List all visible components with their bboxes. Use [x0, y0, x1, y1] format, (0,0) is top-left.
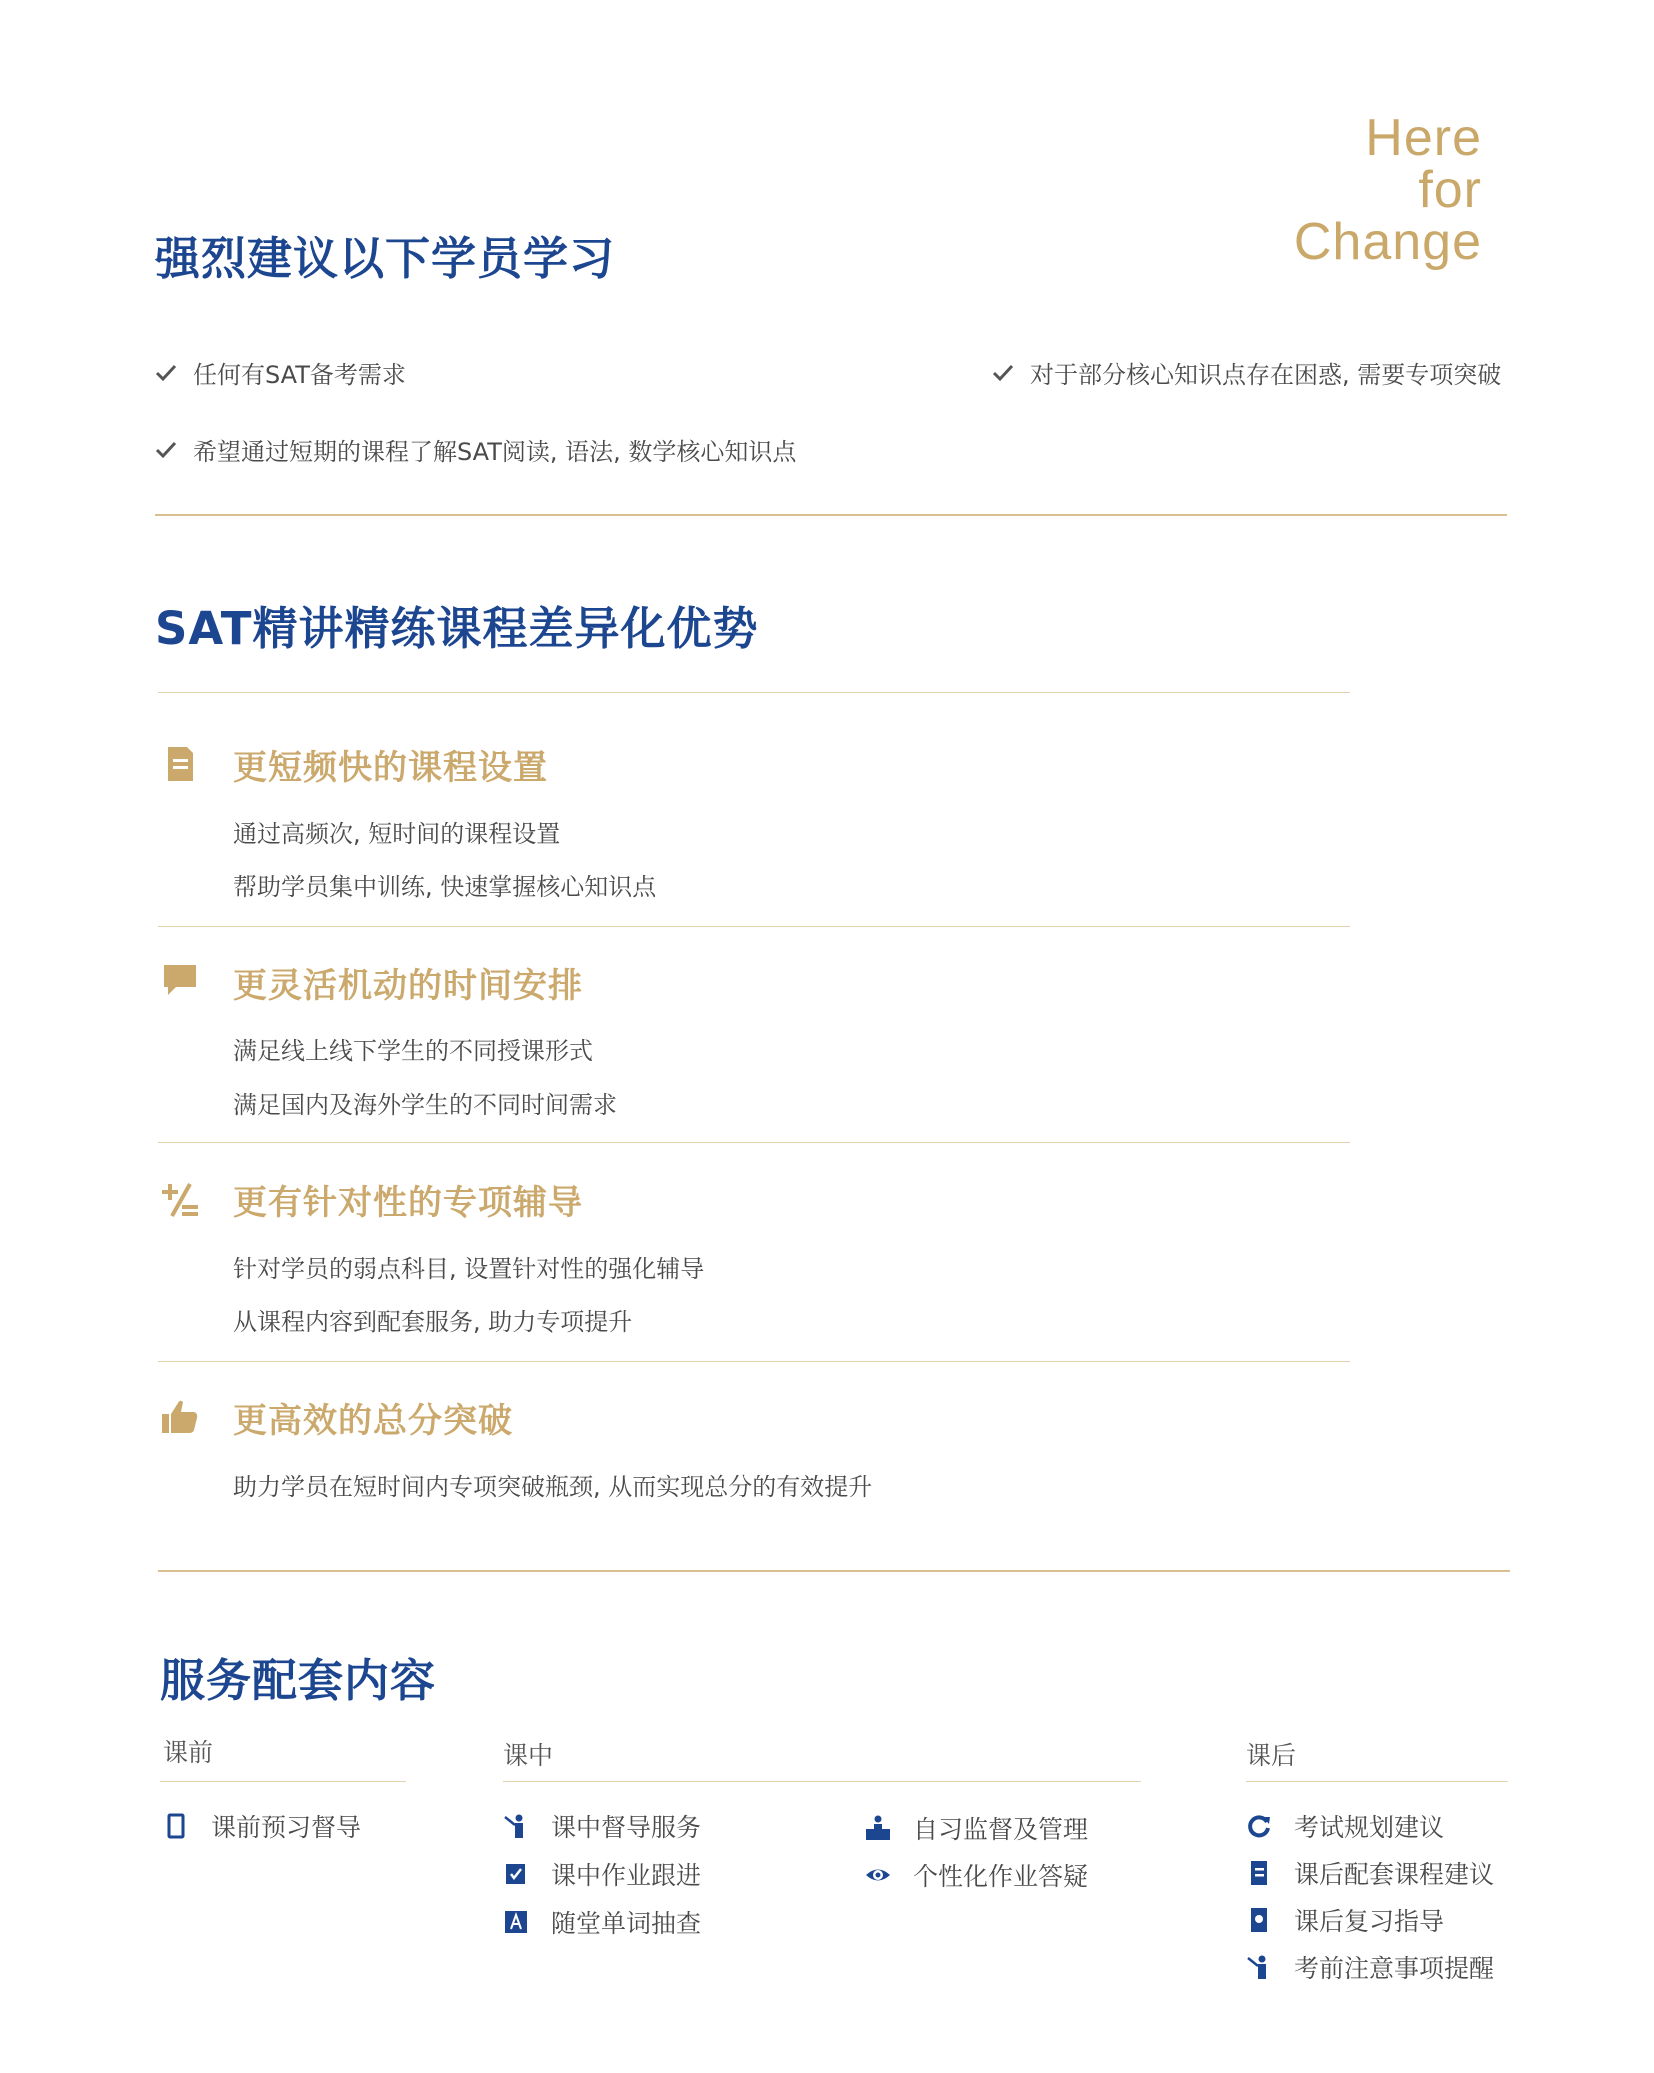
column-heading-after: 课后 — [1246, 1741, 1297, 1770]
service-item-label: 考试规划建议 — [1294, 1813, 1445, 1842]
service-item — [865, 1857, 1088, 1893]
audience-item — [153, 355, 406, 390]
section1-title: 强烈建议以下学员学习 — [155, 232, 616, 285]
thumbs-up-icon — [160, 1397, 200, 1437]
service-item-label: 课中作业跟进 — [551, 1861, 702, 1890]
service-item — [503, 1808, 701, 1844]
advantage-line: 帮助学员集中训练, 快速掌握核心知识点 — [233, 873, 657, 901]
service-item — [1246, 1855, 1494, 1891]
service-item-label: 自习监督及管理 — [913, 1815, 1089, 1844]
section-divider — [155, 514, 1507, 516]
tagline-line2: for — [1418, 161, 1482, 219]
service-item-label: 课中督导服务 — [551, 1813, 702, 1842]
tagline-line3: Change — [1293, 213, 1482, 271]
audience-item — [153, 432, 796, 467]
desk-person-icon — [865, 1815, 891, 1841]
advantage-line: 助力学员在短时间内专项突破瓶颈, 从而实现总分的有效提升 — [233, 1473, 873, 1501]
letter-a-icon — [503, 1909, 529, 1935]
service-item — [865, 1810, 1088, 1846]
eye-icon — [865, 1862, 891, 1888]
notebook-icon — [1246, 1860, 1272, 1886]
section3-title: 服务配套内容 — [160, 1654, 437, 1707]
advantage-divider — [158, 692, 1350, 693]
service-item — [1246, 1808, 1444, 1844]
check-icon — [990, 360, 1016, 386]
plus-minus-icon — [160, 1180, 200, 1220]
tablet-icon — [163, 1813, 189, 1839]
column-divider — [503, 1781, 1141, 1782]
advantage-line: 针对学员的弱点科目, 设置针对性的强化辅导 — [233, 1255, 705, 1283]
chat-bubble-icon — [160, 961, 200, 1001]
audience-item-label: 任何有SAT备考需求 — [193, 361, 406, 389]
service-item-label: 个性化作业答疑 — [913, 1862, 1089, 1891]
audience-item-label: 对于部分核心知识点存在困惑, 需要专项突破 — [1030, 361, 1502, 389]
column-heading-before: 课前 — [163, 1738, 214, 1767]
review-book-icon — [1246, 1907, 1272, 1933]
presenter-icon — [503, 1813, 529, 1839]
advantage-line: 满足国内及海外学生的不同时间需求 — [233, 1091, 617, 1119]
advantage-line: 通过高频次, 短时间的课程设置 — [233, 820, 561, 848]
document-icon — [160, 744, 200, 784]
service-item — [503, 1904, 701, 1940]
column-heading-during: 课中 — [503, 1741, 554, 1770]
audience-item-label: 希望通过短期的课程了解SAT阅读, 语法, 数学核心知识点 — [193, 438, 797, 466]
service-item-label: 课后配套课程建议 — [1294, 1860, 1495, 1889]
service-item — [1246, 1949, 1494, 1985]
advantage-title: 更高效的总分突破 — [233, 1401, 513, 1441]
check-icon — [153, 360, 179, 386]
service-item — [503, 1856, 701, 1892]
advantage-divider — [158, 1361, 1350, 1362]
advantage-title: 更灵活机动的时间安排 — [233, 966, 583, 1006]
service-item — [1246, 1902, 1444, 1938]
tagline-logo — [1293, 109, 1482, 271]
section2-title: SAT精讲精练课程差异化优势 — [155, 602, 759, 655]
audience-item — [990, 355, 1501, 390]
advantage-title: 更有针对性的专项辅导 — [233, 1183, 583, 1223]
book-check-icon — [503, 1861, 529, 1887]
column-divider — [160, 1781, 406, 1782]
service-item-label: 随堂单词抽查 — [551, 1909, 702, 1938]
check-icon — [153, 437, 179, 463]
advantage-line: 从课程内容到配套服务, 助力专项提升 — [233, 1308, 633, 1336]
service-item-label: 课前预习督导 — [211, 1813, 362, 1842]
service-item-label: 课后复习指导 — [1294, 1907, 1445, 1936]
refresh-icon — [1246, 1813, 1272, 1839]
section-divider — [158, 1570, 1510, 1572]
presenter-icon — [1246, 1954, 1272, 1980]
tagline-line1: Here — [1365, 109, 1482, 167]
advantage-divider — [158, 926, 1350, 927]
service-item-label: 考前注意事项提醒 — [1294, 1954, 1495, 1983]
column-divider — [1246, 1781, 1508, 1782]
advantage-title: 更短频快的课程设置 — [233, 748, 548, 788]
advantage-line: 满足线上线下学生的不同授课形式 — [233, 1037, 593, 1065]
advantage-divider — [158, 1142, 1350, 1143]
service-item — [163, 1808, 361, 1844]
